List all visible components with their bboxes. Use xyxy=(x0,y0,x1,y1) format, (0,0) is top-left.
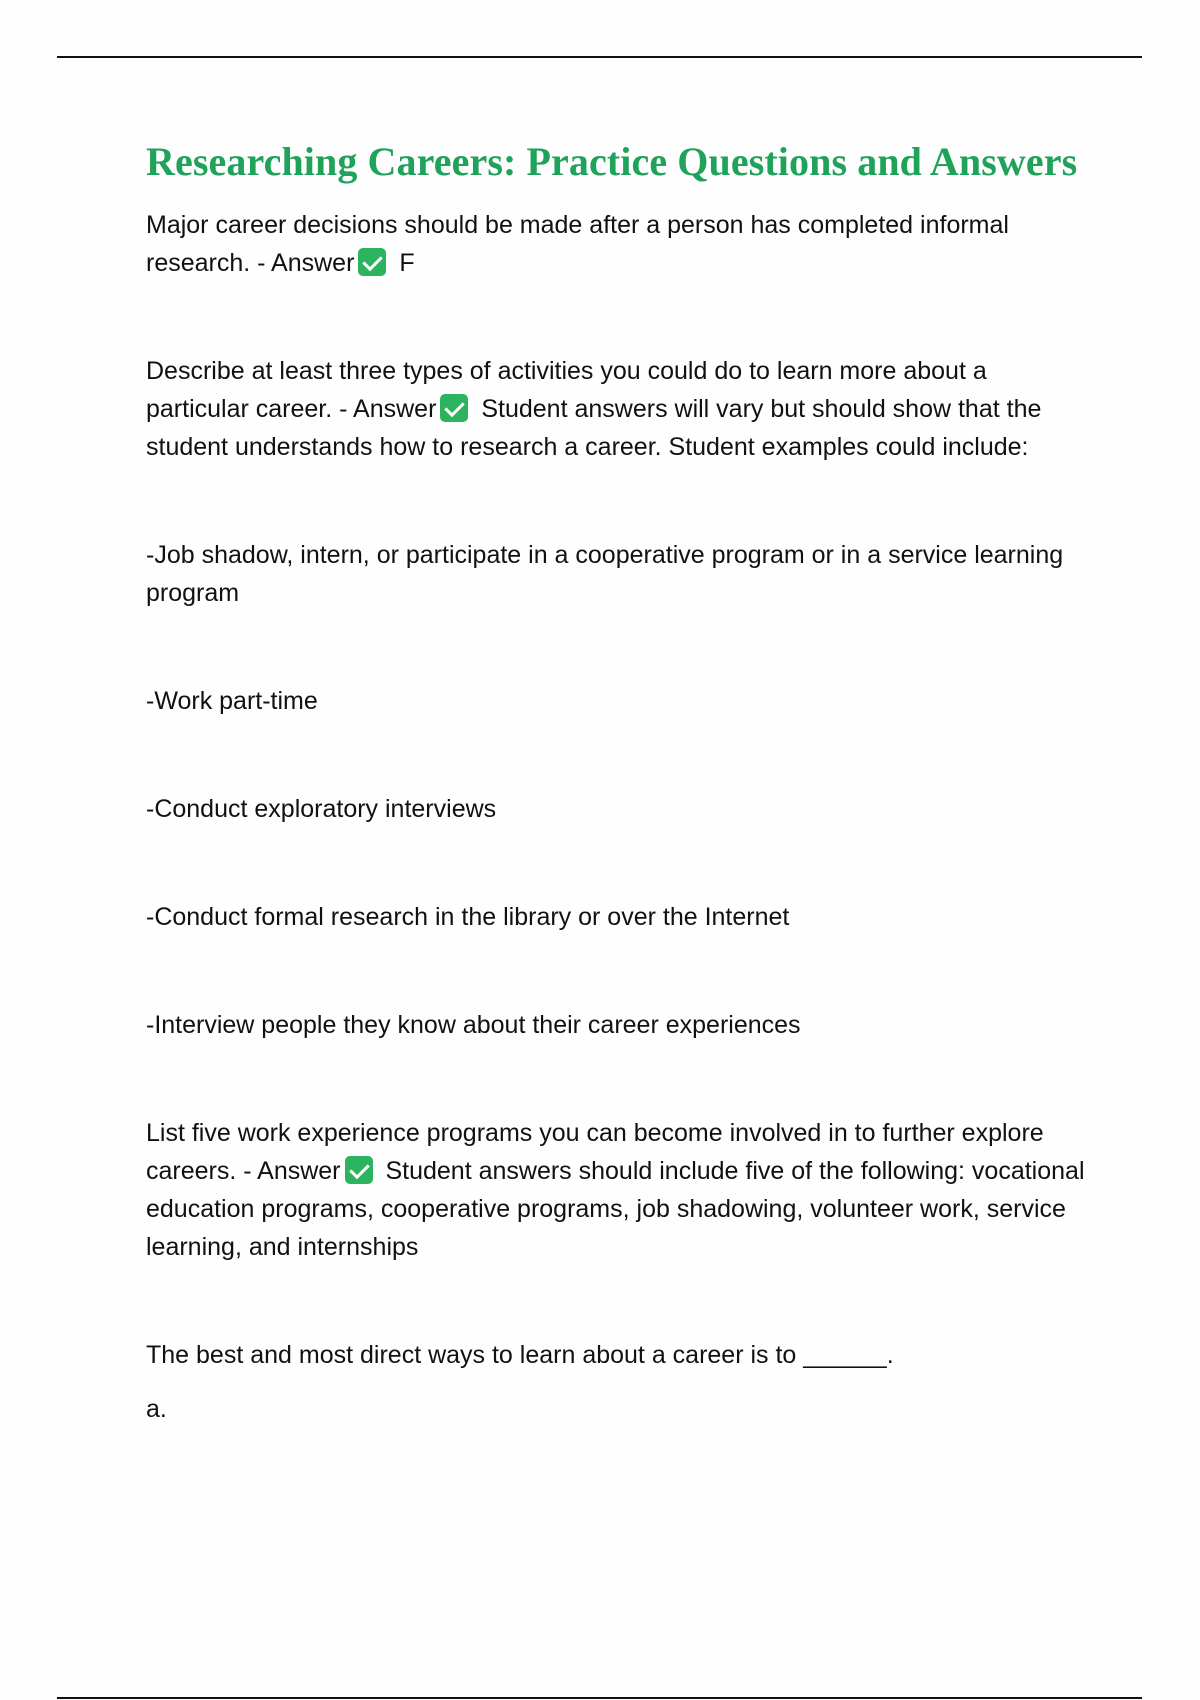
qa-item-3 xyxy=(146,1114,1086,1266)
answer-example-2: -Work part-time xyxy=(146,687,318,715)
question-text: Major career decisions should be made after a person has completed informal research. - Answer xyxy=(146,211,1009,277)
answer-example-5: -Interview people they know about their career experiences xyxy=(146,1011,801,1039)
document-page xyxy=(146,140,1086,1428)
answer-example-1: -Job shadow, intern, or participate in a cooperative program or in a service learning program xyxy=(146,541,1064,607)
top-rule xyxy=(57,56,1142,58)
bottom-rule xyxy=(57,1697,1142,1699)
document-title: Researching Careers: Practice Questions and Answers xyxy=(146,139,1078,184)
answer-text: Student answers should include five of the following: vocational education programs, cooperative programs, job shadowing, volunteer work, service learning, and internships xyxy=(146,1157,1085,1261)
qa-item-2 xyxy=(146,352,1086,466)
check-mark-icon xyxy=(345,1156,373,1184)
question-text: List five work experience programs you can become involved in to further explore careers. - Answer xyxy=(146,1119,1044,1185)
check-mark-icon xyxy=(440,394,468,422)
answer-text: Student answers will vary but should show that the student understands how to research a career. Student examples could include: xyxy=(146,395,1042,461)
answer-text: F xyxy=(392,249,415,277)
answer-example-3: -Conduct exploratory interviews xyxy=(146,795,497,823)
qa-item-1 xyxy=(146,206,1086,282)
qa-item-4-question: The best and most direct ways to learn about a career is to ______. xyxy=(146,1341,894,1369)
question-text: Describe at least three types of activities you could do to learn more about a particular career. - Answer xyxy=(146,357,987,423)
check-mark-icon xyxy=(358,248,386,276)
qa-item-4-option-a: a. xyxy=(146,1395,167,1423)
answer-example-4: -Conduct formal research in the library or over the Internet xyxy=(146,903,790,931)
